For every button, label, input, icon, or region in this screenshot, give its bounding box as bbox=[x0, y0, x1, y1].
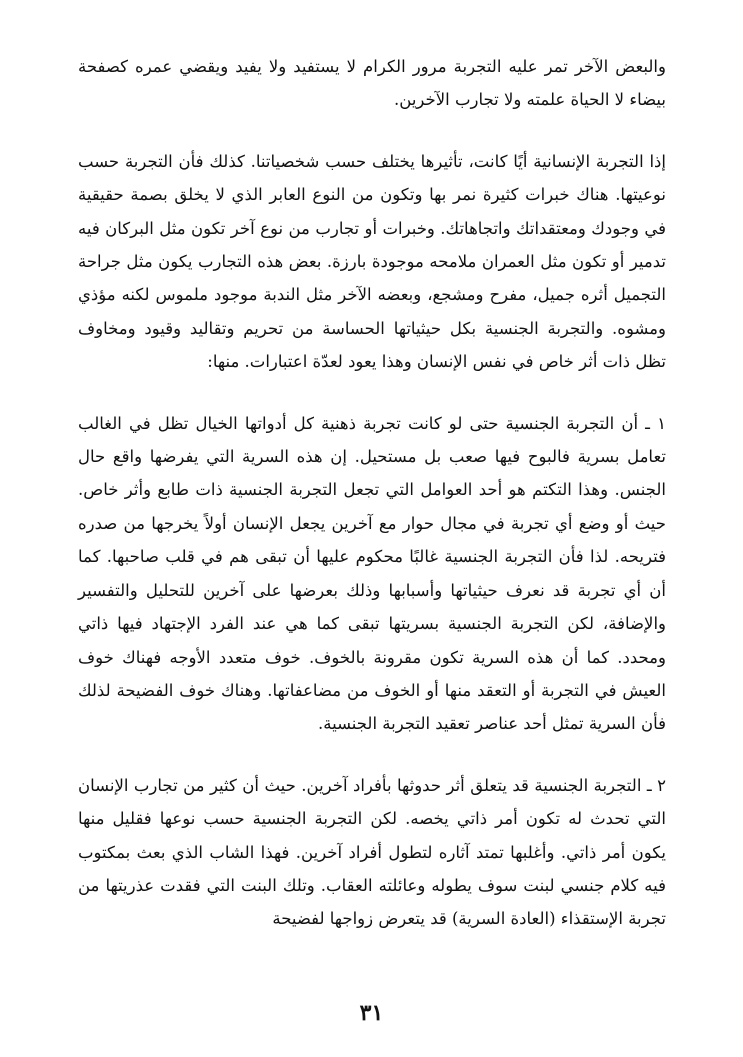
page-number: ٣١ bbox=[359, 1000, 384, 1026]
paragraph-intro: والبعض الآخر تمر عليه التجربة مرور الكرام لا يستفيد ولا يفيد ويقضي عمره كصفحة بيضاء لا الحياة علمته ولا تجارب الآخرين. bbox=[78, 57, 666, 110]
paragraph-experience-types: إذا التجربة الإنسانية أيًا كانت، تأثيرها يختلف حسب شخصياتنا. كذلك فأن التجربة حسب نوعيتها. هناك خبرات كثيرة نمر بها وتكون من النوع العابر الذي لا يخلق بصمة حقيقية في وجودك ومعتقداتك واتجاهاتك. وخبرات أو تجارب من نوع آخر تكون مثل البركان فيه تدمير أو تكون مثل العمران ملامحه موجودة بارزة. بعض هذه التجارب يكون مثل جراحة التجميل أثره جميل، مفرح ومشجع، وبعضه الآخر مثل الندبة موجود ملموس لكنه مؤذي ومشوه. والتجربة الجنسية بكل حيثياتها الحساسة من تحريم وتقاليد وقيود ومخاوف تظل ذات أثر خاص في نفس الإنسان وهذا يعود لعدّة اعتبارات. منها: bbox=[78, 151, 666, 372]
page-body bbox=[78, 50, 666, 964]
paragraph-point-2: ٢ ـ التجربة الجنسية قد يتعلق أثر حدوثها بأفراد آخرين. حيث أن كثير من تجارب الإنسان التي تحدث له تكون أمر ذاتي يخصه. لكن التجربة الجنسية حسب نوعها فقليل منها يكون أمر ذاتي. وأغلبها تمتد آثاره لتطول أفراد آخرين. فهذا الشاب الذي بعث بمكتوب فيه كلام جنسي لبنت سوف يطوله وعائلته العقاب. وتلك البنت التي فقدت عذريتها من تجربة الإستقذاء (العادة السرية) قد يتعرض زواجها لفضيحة bbox=[78, 775, 666, 929]
paragraph-point-1: ١ ـ أن التجربة الجنسية حتى لو كانت تجربة ذهنية كل أدواتها الخيال تظل في الغالب تعامل بسرية فالبوح فيها صعب بل مستحيل. إن هذه السرية التي يفرضها واقع حال الجنس. وهذا التكتم هو أحد العوامل التي تجعل التجربة الجنسية ذات طابع وأثر خاص. حيث أو وضع أي تجربة في مجال حوار مع آخرين يجعل الإنسان أولاً يخرجها من صدره فتريحه. لذا فأن التجربة الجنسية غالبًا محكوم عليها أن تبقى هم في قلب صاحبها. كما أن أي تجربة قد نعرف حيثياتها وأسبابها وذلك بعرضها على آخرين للتحليل والتفسير والإضافة، لكن التجربة الجنسية بسريتها تبقى كما هي عند الفرد الإجتهاد فيها ذاتي ومحدد. كما أن هذه السرية تكون مقرونة بالخوف. خوف متعدد الأوجه فهناك خوف العيش في التجربة أو التعقد منها أو الخوف من مضاعفاتها. وهناك خوف الفضيحة لذلك فأن السرية تمثل أحد عناصر تعقيد التجربة الجنسية. bbox=[78, 413, 666, 734]
